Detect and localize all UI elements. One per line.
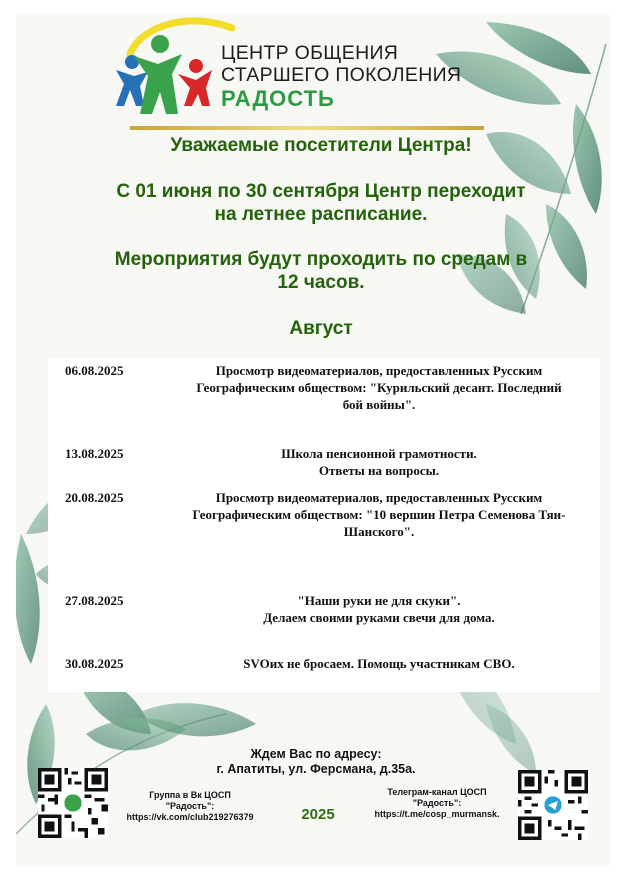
logo-line-1: ЦЕНТР ОБЩЕНИЯ	[221, 42, 399, 64]
event-line: Школа пенсионной грамотности.	[281, 446, 477, 461]
event-date: 27.08.2025	[65, 593, 124, 608]
summer-line-2: на летнее расписание.	[214, 204, 428, 225]
schedule-table	[48, 358, 600, 692]
vk-line-1: Группа в Вк ЦОСП	[149, 790, 231, 800]
event-description	[166, 489, 592, 540]
vk-caption	[110, 790, 270, 823]
event-description	[166, 445, 592, 479]
event-description	[166, 655, 592, 672]
telegram-qr-code-icon[interactable]	[518, 770, 588, 840]
vk-line-2: "Радость":	[165, 801, 215, 811]
event-date: 13.08.2025	[65, 446, 124, 461]
event-line: Шанского".	[343, 524, 415, 539]
logo-line-2: СТАРШЕГО ПОКОЛЕНИЯ	[221, 64, 462, 86]
month-heading: Август	[289, 318, 353, 339]
events-line-1: Мероприятия будут проходить по средам в	[114, 249, 528, 270]
events-line-2: 12 часов.	[277, 272, 365, 293]
event-line: бой войны".	[342, 397, 416, 412]
gold-divider	[130, 126, 484, 130]
logo-text	[221, 42, 461, 112]
event-date: 30.08.2025	[65, 656, 124, 671]
address-line-2: г. Апатиты, ул. Ферсмана, д.35а.	[216, 762, 416, 776]
logo-brand: РАДОСТЬ	[221, 86, 335, 111]
greeting-heading: Уважаемые посетители Центра!	[170, 135, 472, 156]
year-label: 2025	[301, 806, 335, 823]
event-line: Просмотр видеоматериалов, предоставленных Русским	[215, 363, 543, 378]
event-date: 06.08.2025	[65, 363, 124, 378]
telegram-caption	[362, 787, 512, 820]
event-description	[166, 362, 592, 413]
event-line: Делаем своими руками свечи для дома.	[263, 610, 495, 625]
summer-schedule-heading	[56, 180, 586, 226]
event-description	[166, 592, 592, 626]
summer-line-1: С 01 июня по 30 сентября Центр переходит	[116, 181, 526, 202]
tg-line-2: "Радость":	[412, 798, 462, 808]
event-line: Ответы на вопросы.	[318, 463, 440, 478]
event-line: Просмотр видеоматериалов, предоставленных Русским	[215, 490, 543, 505]
tg-line-1: Телеграм-канал ЦОСП	[387, 787, 487, 797]
address-line-1: Ждем Вас по адресу:	[250, 747, 382, 761]
poster	[16, 14, 610, 866]
events-heading	[56, 248, 586, 294]
telegram-link[interactable]: https://t.me/cosp_murmansk.	[374, 809, 500, 819]
event-line: SVOих не бросаем. Помощь участникам СВО.	[243, 656, 515, 671]
event-line: Географическим обществом: "Курильский десант. Последний	[196, 380, 562, 395]
vk-qr-code-icon[interactable]	[38, 768, 108, 838]
event-line: Географическим обществом: "10 вершин Петра Семенова Тян-	[192, 507, 566, 522]
vk-link[interactable]: https://vk.com/club219276379	[126, 812, 254, 822]
event-date: 20.08.2025	[65, 490, 124, 505]
address-block	[166, 747, 466, 777]
event-line: "Наши руки не для скуки".	[297, 593, 461, 608]
